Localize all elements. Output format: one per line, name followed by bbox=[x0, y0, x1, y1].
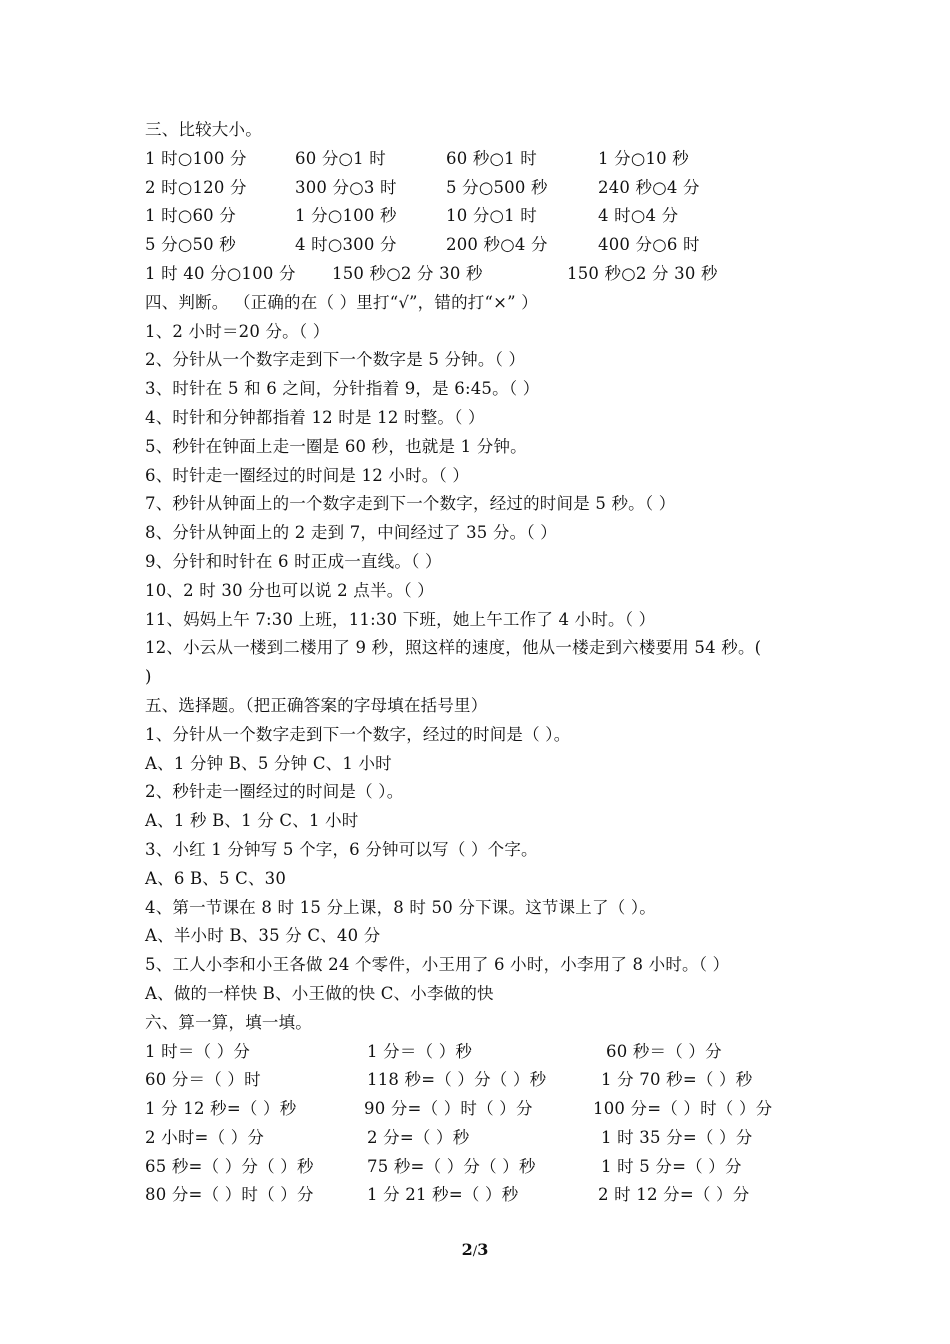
fill-row bbox=[145, 1181, 825, 1210]
judge-item: 5、秒针在钟面上走一圈是 60 秒，也就是 1 分钟。 bbox=[145, 436, 527, 456]
compare-item: 60 秒○1 时 bbox=[446, 148, 537, 168]
choice-options: A、做的一样快 B、小王做的快 C、小李做的快 bbox=[145, 983, 494, 1003]
compare-item: 5 分○50 秒 bbox=[145, 235, 236, 255]
compare-item: 5 分○500 秒 bbox=[446, 177, 548, 197]
fill-item: 1 时＝（ ）分 bbox=[145, 1041, 251, 1061]
compare-item: 1 时 40 分○100 分 bbox=[145, 263, 296, 283]
worksheet-content bbox=[145, 116, 825, 1210]
compare-item: 400 分○6 时 bbox=[598, 235, 700, 255]
fill-row bbox=[145, 1038, 825, 1067]
compare-item: 240 秒○4 分 bbox=[598, 177, 700, 197]
compare-row bbox=[145, 202, 825, 231]
judge-item: 10、2 时 30 分也可以说 2 点半。（ ） bbox=[145, 580, 435, 600]
compare-item: 4 时○300 分 bbox=[295, 235, 397, 255]
judge-item: 2、分针从一个数字走到下一个数字是 5 分钟。（ ） bbox=[145, 350, 526, 370]
compare-item: 10 分○1 时 bbox=[446, 206, 537, 226]
fill-item: 1 时 35 分=（ ）分 bbox=[601, 1127, 753, 1147]
compare-item: 1 分○10 秒 bbox=[598, 148, 689, 168]
section-6-title: 六、算一算，填一填。 bbox=[145, 1012, 312, 1032]
compare-item: 1 时○60 分 bbox=[145, 206, 236, 226]
fill-row bbox=[145, 1153, 825, 1182]
compare-item: 60 分○1 时 bbox=[295, 148, 386, 168]
compare-row bbox=[145, 231, 825, 260]
fill-item: 80 分=（ ）时（ ）分 bbox=[145, 1185, 314, 1205]
choice-question: 1、分针从一个数字走到下一个数字，经过的时间是（ ）。 bbox=[145, 724, 571, 744]
fill-item: 1 时 5 分=（ ）分 bbox=[601, 1156, 742, 1176]
judge-item: 4、时针和分钟都指着 12 时是 12 时整。（ ） bbox=[145, 407, 485, 427]
fill-item: 65 秒=（ ）分（ ）秒 bbox=[145, 1156, 314, 1176]
choice-question: 4、第一节课在 8 时 15 分上课，8 时 50 分下课。这节课上了（ ）。 bbox=[145, 897, 656, 917]
compare-item: 1 时○100 分 bbox=[145, 148, 247, 168]
fill-item: 75 秒=（ ）分（ ）秒 bbox=[367, 1156, 536, 1176]
judge-item: 8、分针从钟面上的 2 走到 7，中间经过了 35 分。（ ） bbox=[145, 523, 557, 543]
compare-row bbox=[145, 174, 825, 203]
compare-item: 1 分○100 秒 bbox=[295, 206, 397, 226]
choice-question: 5、工人小李和小王各做 24 个零件，小王用了 6 小时，小李用了 8 小时。（ ） bbox=[145, 955, 730, 975]
fill-item: 60 分＝（ ）时 bbox=[145, 1070, 261, 1090]
fill-item: 1 分 12 秒=（ ）秒 bbox=[145, 1099, 297, 1119]
choice-options: A、1 分钟 B、5 分钟 C、1 小时 bbox=[145, 753, 392, 773]
fill-item: 1 分 21 秒=（ ）秒 bbox=[367, 1185, 519, 1205]
compare-item: 4 时○4 分 bbox=[598, 206, 679, 226]
fill-item: 1 分＝（ ）秒 bbox=[367, 1041, 473, 1061]
compare-row bbox=[145, 260, 825, 289]
current-page: 2 bbox=[461, 1240, 473, 1259]
compare-item: 150 秒○2 分 30 秒 bbox=[332, 263, 483, 283]
judge-item: 1、2 小时＝20 分。（ ） bbox=[145, 321, 330, 341]
compare-item: 2 时○120 分 bbox=[145, 177, 247, 197]
compare-item: 300 分○3 时 bbox=[295, 177, 397, 197]
judge-item: 7、秒针从钟面上的一个数字走到下一个数字，经过的时间是 5 秒。（ ） bbox=[145, 494, 676, 514]
fill-item: 118 秒=（ ）分（ ）秒 bbox=[367, 1070, 547, 1090]
choice-question: 2、秒针走一圈经过的时间是（ ）。 bbox=[145, 782, 404, 802]
compare-item: 200 秒○4 分 bbox=[446, 235, 548, 255]
fill-item: 100 分=（ ）时（ ）分 bbox=[593, 1099, 773, 1119]
total-pages: 3 bbox=[477, 1240, 489, 1259]
choice-question: 3、小红 1 分钟写 5 个字，6 分钟可以写（ ）个字。 bbox=[145, 839, 538, 859]
judge-item: 12、小云从一楼到二楼用了 9 秒，照这样的速度，他从一楼走到六楼要用 54 秒。( bbox=[145, 638, 762, 658]
judge-item: 9、分针和时针在 6 时正成一直线。（ ） bbox=[145, 551, 442, 571]
fill-item: 2 小时=（ ）分 bbox=[145, 1127, 265, 1147]
choice-options: A、6 B、5 C、30 bbox=[145, 868, 287, 888]
section-4-title: 四、判断。 （正确的在（ ）里打“√”，错的打“×” ） bbox=[145, 292, 538, 312]
fill-item: 90 分=（ ）时（ ）分 bbox=[364, 1099, 533, 1119]
fill-item: 1 分 70 秒=（ ）秒 bbox=[601, 1070, 753, 1090]
compare-item: 150 秒○2 分 30 秒 bbox=[567, 263, 718, 283]
compare-row bbox=[145, 145, 825, 174]
judge-item: 6、时针走一圈经过的时间是 12 小时。（ ） bbox=[145, 465, 470, 485]
fill-row bbox=[145, 1124, 825, 1153]
fill-row bbox=[145, 1095, 825, 1124]
choice-options: A、1 秒 B、1 分 C、1 小时 bbox=[145, 811, 359, 831]
fill-item: 60 秒＝（ ）分 bbox=[606, 1041, 722, 1061]
page-number bbox=[0, 1240, 950, 1259]
choice-options: A、半小时 B、35 分 C、40 分 bbox=[145, 926, 381, 946]
fill-row bbox=[145, 1066, 825, 1095]
fill-item: 2 分=（ ）秒 bbox=[367, 1127, 470, 1147]
judge-item: 3、时针在 5 和 6 之间，分针指着 9，是 6:45。（ ） bbox=[145, 379, 540, 399]
section-3-title: 三、比较大小。 bbox=[145, 120, 262, 139]
fill-item: 2 时 12 分=（ ）分 bbox=[598, 1185, 750, 1205]
section-5-title: 五、选择题。（把正确答案的字母填在括号里） bbox=[145, 695, 488, 715]
page-separator: / bbox=[472, 1244, 478, 1259]
judge-item: 11、妈妈上午 7:30 上班，11:30 下班，她上午工作了 4 小时。（ ） bbox=[145, 609, 656, 629]
judge-item-continuation: ) bbox=[145, 667, 152, 687]
